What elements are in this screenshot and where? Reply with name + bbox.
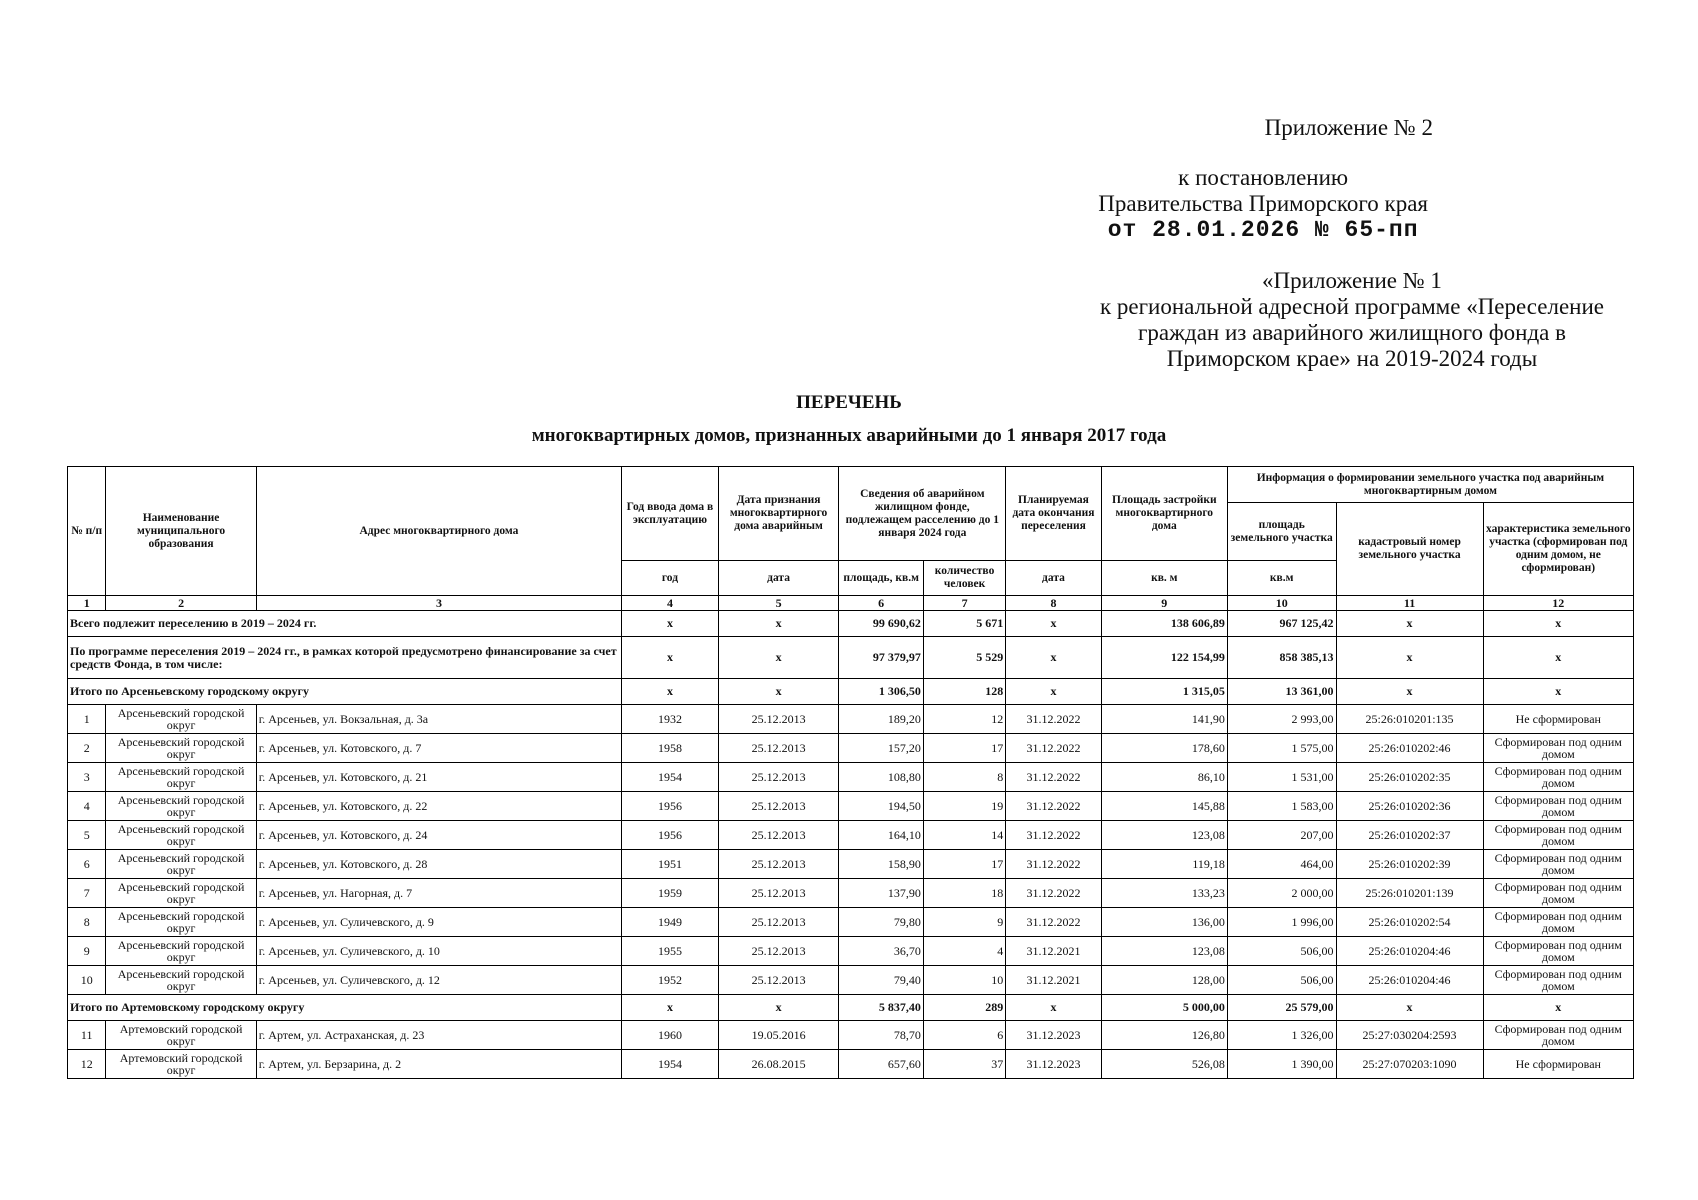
land-characteristic-cell: Сформирован под одним домом bbox=[1483, 879, 1633, 908]
address-cell: г. Арсеньев, ул. Нагорная, д. 7 bbox=[256, 879, 621, 908]
summary-cadastral: x bbox=[1336, 637, 1483, 679]
planned-date-cell: 31.12.2022 bbox=[1006, 792, 1101, 821]
table-row bbox=[68, 937, 1634, 966]
cadastral-number-cell: 25:26:010202:37 bbox=[1336, 821, 1483, 850]
summary-building-area: 5 000,00 bbox=[1101, 995, 1227, 1021]
table-row bbox=[68, 792, 1634, 821]
year-cell: 1956 bbox=[622, 821, 719, 850]
summary-people: 289 bbox=[923, 995, 1005, 1021]
summary-year: x bbox=[622, 679, 719, 705]
address-cell: г. Арсеньев, ул. Котовского, д. 22 bbox=[256, 792, 621, 821]
planned-date-cell: 31.12.2022 bbox=[1006, 850, 1101, 879]
land-characteristic-cell: Сформирован под одним домом bbox=[1483, 850, 1633, 879]
summary-cadastral: x bbox=[1336, 611, 1483, 637]
column-index: 1 bbox=[68, 596, 106, 611]
municipality-cell: Арсеньевский городской округ bbox=[106, 792, 256, 821]
summary-row bbox=[68, 679, 1634, 705]
summary-row bbox=[68, 611, 1634, 637]
row-number: 8 bbox=[68, 908, 106, 937]
land-area-cell: 1 390,00 bbox=[1227, 1050, 1336, 1079]
area-cell: 157,20 bbox=[839, 734, 923, 763]
address-cell: г. Арсеньев, ул. Суличевского, д. 12 bbox=[256, 966, 621, 995]
people-cell: 8 bbox=[923, 763, 1005, 792]
planned-date-cell: 31.12.2022 bbox=[1006, 879, 1101, 908]
year-cell: 1954 bbox=[622, 1050, 719, 1079]
address-cell: г. Артем, ул. Астраханская, д. 23 bbox=[256, 1021, 621, 1050]
decree-number: от 28.01.2026 № 65-пп bbox=[1107, 217, 1419, 243]
column-index: 12 bbox=[1483, 596, 1633, 611]
year-cell: 1952 bbox=[622, 966, 719, 995]
land-characteristic-cell: Сформирован под одним домом bbox=[1483, 763, 1633, 792]
unit-land-area: кв.м bbox=[1227, 561, 1336, 596]
year-cell: 1949 bbox=[622, 908, 719, 937]
summary-date: x bbox=[718, 995, 839, 1021]
area-cell: 189,20 bbox=[839, 705, 923, 734]
building-area-cell: 119,18 bbox=[1101, 850, 1227, 879]
unit-building-area: кв. м bbox=[1101, 561, 1227, 596]
summary-date: x bbox=[718, 679, 839, 705]
area-cell: 36,70 bbox=[839, 937, 923, 966]
area-cell: 657,60 bbox=[839, 1050, 923, 1079]
recognition-date-cell: 25.12.2013 bbox=[718, 850, 839, 879]
building-area-cell: 86,10 bbox=[1101, 763, 1227, 792]
prev-appendix-line2: к региональной адресной программе «Переселение bbox=[1099, 294, 1605, 319]
summary-cadastral: x bbox=[1336, 995, 1483, 1021]
municipality-cell: Арсеньевский городской округ bbox=[106, 908, 256, 937]
land-characteristic-cell: Не сформирован bbox=[1483, 1050, 1633, 1079]
land-area-cell: 1 326,00 bbox=[1227, 1021, 1336, 1050]
building-area-cell: 178,60 bbox=[1101, 734, 1227, 763]
municipality-cell: Артемовский городской округ bbox=[106, 1050, 256, 1079]
land-characteristic-cell: Сформирован под одним домом bbox=[1483, 908, 1633, 937]
summary-land-area: 967 125,42 bbox=[1227, 611, 1336, 637]
summary-planned-date: x bbox=[1006, 637, 1101, 679]
building-area-cell: 136,00 bbox=[1101, 908, 1227, 937]
land-area-cell: 207,00 bbox=[1227, 821, 1336, 850]
summary-building-area: 122 154,99 bbox=[1101, 637, 1227, 679]
header-building-area: Площадь застройки многоквартирного дома bbox=[1101, 467, 1227, 561]
column-index: 2 bbox=[106, 596, 256, 611]
municipality-cell: Арсеньевский городской округ bbox=[106, 879, 256, 908]
planned-date-cell: 31.12.2022 bbox=[1006, 734, 1101, 763]
column-index: 5 bbox=[718, 596, 839, 611]
summary-year: x bbox=[622, 611, 719, 637]
summary-land-char: x bbox=[1483, 995, 1633, 1021]
recognition-date-cell: 25.12.2013 bbox=[718, 792, 839, 821]
recognition-date-cell: 25.12.2013 bbox=[718, 879, 839, 908]
address-cell: г. Арсеньев, ул. Котовского, д. 7 bbox=[256, 734, 621, 763]
building-area-cell: 123,08 bbox=[1101, 937, 1227, 966]
people-cell: 17 bbox=[923, 850, 1005, 879]
cadastral-number-cell: 25:26:010204:46 bbox=[1336, 937, 1483, 966]
land-area-cell: 1 531,00 bbox=[1227, 763, 1336, 792]
land-area-cell: 1 996,00 bbox=[1227, 908, 1336, 937]
header-recognition-date: Дата признания многоквартирного дома аварийным bbox=[718, 467, 839, 561]
people-cell: 6 bbox=[923, 1021, 1005, 1050]
summary-row bbox=[68, 637, 1634, 679]
land-characteristic-cell: Сформирован под одним домом bbox=[1483, 792, 1633, 821]
table-row bbox=[68, 908, 1634, 937]
header-land-area: площадь земельного участка bbox=[1227, 503, 1336, 561]
year-cell: 1955 bbox=[622, 937, 719, 966]
row-number: 1 bbox=[68, 705, 106, 734]
address-cell: г. Арсеньев, ул. Вокзальная, д. 3а bbox=[256, 705, 621, 734]
people-cell: 4 bbox=[923, 937, 1005, 966]
year-cell: 1932 bbox=[622, 705, 719, 734]
column-index: 7 bbox=[923, 596, 1005, 611]
cadastral-number-cell: 25:26:010202:39 bbox=[1336, 850, 1483, 879]
people-cell: 10 bbox=[923, 966, 1005, 995]
address-cell: г. Арсеньев, ул. Котовского, д. 28 bbox=[256, 850, 621, 879]
building-area-cell: 123,08 bbox=[1101, 821, 1227, 850]
appendix-label: Приложение № 2 bbox=[1264, 115, 1433, 140]
people-cell: 19 bbox=[923, 792, 1005, 821]
summary-land-char: x bbox=[1483, 611, 1633, 637]
summary-land-char: x bbox=[1483, 637, 1633, 679]
cadastral-number-cell: 25:26:010202:35 bbox=[1336, 763, 1483, 792]
land-area-cell: 506,00 bbox=[1227, 966, 1336, 995]
land-area-cell: 506,00 bbox=[1227, 937, 1336, 966]
land-area-cell: 464,00 bbox=[1227, 850, 1336, 879]
planned-date-cell: 31.12.2023 bbox=[1006, 1021, 1101, 1050]
header-fund-info: Сведения об аварийном жилищном фонде, подлежащем расселению до 1 января 2024 года bbox=[839, 467, 1006, 561]
unit-year: год bbox=[622, 561, 719, 596]
table-row bbox=[68, 1050, 1634, 1079]
table-row bbox=[68, 850, 1634, 879]
area-cell: 137,90 bbox=[839, 879, 923, 908]
building-area-cell: 145,88 bbox=[1101, 792, 1227, 821]
cadastral-number-cell: 25:26:010202:54 bbox=[1336, 908, 1483, 937]
year-cell: 1951 bbox=[622, 850, 719, 879]
planned-date-cell: 31.12.2021 bbox=[1006, 937, 1101, 966]
summary-row bbox=[68, 995, 1634, 1021]
recognition-date-cell: 25.12.2013 bbox=[718, 821, 839, 850]
land-characteristic-cell: Сформирован под одним домом bbox=[1483, 1021, 1633, 1050]
header-municipality: Наименование муниципального образования bbox=[106, 467, 256, 596]
header-address: Адрес многоквартирного дома bbox=[256, 467, 621, 596]
recognition-date-cell: 25.12.2013 bbox=[718, 937, 839, 966]
column-index: 10 bbox=[1227, 596, 1336, 611]
cadastral-number-cell: 25:27:030204:2593 bbox=[1336, 1021, 1483, 1050]
column-index-row bbox=[68, 596, 1634, 611]
cadastral-number-cell: 25:26:010201:139 bbox=[1336, 879, 1483, 908]
header-year: Год ввода дома в эксплуатацию bbox=[622, 467, 719, 561]
houses-table bbox=[67, 466, 1634, 1079]
summary-people: 128 bbox=[923, 679, 1005, 705]
people-cell: 14 bbox=[923, 821, 1005, 850]
building-area-cell: 526,08 bbox=[1101, 1050, 1227, 1079]
area-cell: 164,10 bbox=[839, 821, 923, 850]
land-area-cell: 2 000,00 bbox=[1227, 879, 1336, 908]
summary-land-area: 25 579,00 bbox=[1227, 995, 1336, 1021]
row-number: 7 bbox=[68, 879, 106, 908]
address-cell: г. Арсеньев, ул. Суличевского, д. 9 bbox=[256, 908, 621, 937]
prev-appendix-line1: «Приложение № 1 bbox=[1262, 268, 1442, 293]
people-cell: 37 bbox=[923, 1050, 1005, 1079]
cadastral-number-cell: 25:27:070203:1090 bbox=[1336, 1050, 1483, 1079]
header-land-info: Информация о формировании земельного участка под аварийным многоквартирным домом bbox=[1227, 467, 1633, 503]
people-cell: 18 bbox=[923, 879, 1005, 908]
planned-date-cell: 31.12.2023 bbox=[1006, 1050, 1101, 1079]
building-area-cell: 126,80 bbox=[1101, 1021, 1227, 1050]
table-row bbox=[68, 763, 1634, 792]
column-index: 11 bbox=[1336, 596, 1483, 611]
list-subtitle: многоквартирных домов, признанных аварийными до 1 января 2017 года bbox=[531, 425, 1167, 446]
previous-appendix-reference bbox=[1072, 268, 1632, 372]
decree-reference bbox=[1098, 165, 1428, 243]
decree-reference-line1: к постановлению bbox=[1178, 165, 1349, 190]
table-body bbox=[68, 596, 1634, 1079]
building-area-cell: 141,90 bbox=[1101, 705, 1227, 734]
header-planned-date: Планируемая дата окончания переселения bbox=[1006, 467, 1101, 561]
area-cell: 79,80 bbox=[839, 908, 923, 937]
area-cell: 79,40 bbox=[839, 966, 923, 995]
land-characteristic-cell: Сформирован под одним домом bbox=[1483, 821, 1633, 850]
recognition-date-cell: 26.08.2015 bbox=[718, 1050, 839, 1079]
row-number: 6 bbox=[68, 850, 106, 879]
summary-label: Итого по Артемовскому городскому округу bbox=[68, 995, 622, 1021]
municipality-cell: Арсеньевский городской округ bbox=[106, 821, 256, 850]
column-index: 6 bbox=[839, 596, 923, 611]
land-characteristic-cell: Сформирован под одним домом bbox=[1483, 966, 1633, 995]
row-number: 3 bbox=[68, 763, 106, 792]
recognition-date-cell: 25.12.2013 bbox=[718, 705, 839, 734]
row-number: 9 bbox=[68, 937, 106, 966]
recognition-date-cell: 25.12.2013 bbox=[718, 966, 839, 995]
area-cell: 78,70 bbox=[839, 1021, 923, 1050]
land-area-cell: 1 575,00 bbox=[1227, 734, 1336, 763]
summary-land-char: x bbox=[1483, 679, 1633, 705]
table-row bbox=[68, 1021, 1634, 1050]
planned-date-cell: 31.12.2022 bbox=[1006, 821, 1101, 850]
summary-label: По программе переселения 2019 – 2024 гг., в рамках которой предусмотрено финансирование за счет средств Фонда, в том числе: bbox=[68, 637, 622, 679]
summary-land-area: 858 385,13 bbox=[1227, 637, 1336, 679]
recognition-date-cell: 19.05.2016 bbox=[718, 1021, 839, 1050]
table-row bbox=[68, 879, 1634, 908]
table-row bbox=[68, 821, 1634, 850]
summary-area: 99 690,62 bbox=[839, 611, 923, 637]
municipality-cell: Арсеньевский городской округ bbox=[106, 705, 256, 734]
summary-land-area: 13 361,00 bbox=[1227, 679, 1336, 705]
year-cell: 1958 bbox=[622, 734, 719, 763]
column-index: 4 bbox=[622, 596, 719, 611]
table-row bbox=[68, 734, 1634, 763]
summary-area: 1 306,50 bbox=[839, 679, 923, 705]
list-title: ПЕРЕЧЕНЬ bbox=[796, 392, 902, 413]
summary-planned-date: x bbox=[1006, 995, 1101, 1021]
area-cell: 194,50 bbox=[839, 792, 923, 821]
summary-year: x bbox=[622, 637, 719, 679]
land-area-cell: 2 993,00 bbox=[1227, 705, 1336, 734]
summary-area: 5 837,40 bbox=[839, 995, 923, 1021]
summary-building-area: 138 606,89 bbox=[1101, 611, 1227, 637]
summary-people: 5 671 bbox=[923, 611, 1005, 637]
municipality-cell: Арсеньевский городской округ bbox=[106, 937, 256, 966]
column-index: 3 bbox=[256, 596, 621, 611]
summary-cadastral: x bbox=[1336, 679, 1483, 705]
land-characteristic-cell: Не сформирован bbox=[1483, 705, 1633, 734]
header-num: № п/п bbox=[68, 467, 106, 596]
year-cell: 1956 bbox=[622, 792, 719, 821]
prev-appendix-line3: граждан из аварийного жилищного фонда в bbox=[1137, 320, 1566, 345]
people-cell: 12 bbox=[923, 705, 1005, 734]
decree-reference-line2: Правительства Приморского края bbox=[1098, 191, 1428, 216]
table-row bbox=[68, 966, 1634, 995]
planned-date-cell: 31.12.2022 bbox=[1006, 763, 1101, 792]
building-area-cell: 128,00 bbox=[1101, 966, 1227, 995]
year-cell: 1954 bbox=[622, 763, 719, 792]
planned-date-cell: 31.12.2022 bbox=[1006, 705, 1101, 734]
land-characteristic-cell: Сформирован под одним домом bbox=[1483, 734, 1633, 763]
cadastral-number-cell: 25:26:010202:46 bbox=[1336, 734, 1483, 763]
summary-building-area: 1 315,05 bbox=[1101, 679, 1227, 705]
building-area-cell: 133,23 bbox=[1101, 879, 1227, 908]
people-cell: 17 bbox=[923, 734, 1005, 763]
planned-date-cell: 31.12.2021 bbox=[1006, 966, 1101, 995]
row-number: 11 bbox=[68, 1021, 106, 1050]
unit-planned-date: дата bbox=[1006, 561, 1101, 596]
row-number: 4 bbox=[68, 792, 106, 821]
cadastral-number-cell: 25:26:010204:46 bbox=[1336, 966, 1483, 995]
summary-label: Всего подлежит переселению в 2019 – 2024 гг. bbox=[68, 611, 622, 637]
municipality-cell: Арсеньевский городской округ bbox=[106, 763, 256, 792]
summary-planned-date: x bbox=[1006, 679, 1101, 705]
cadastral-number-cell: 25:26:010202:36 bbox=[1336, 792, 1483, 821]
area-cell: 158,90 bbox=[839, 850, 923, 879]
unit-people: количество человек bbox=[923, 561, 1005, 596]
header-cadastral: кадастровый номер земельного участка bbox=[1336, 503, 1483, 596]
area-cell: 108,80 bbox=[839, 763, 923, 792]
column-index: 8 bbox=[1006, 596, 1101, 611]
people-cell: 9 bbox=[923, 908, 1005, 937]
row-number: 5 bbox=[68, 821, 106, 850]
recognition-date-cell: 25.12.2013 bbox=[718, 908, 839, 937]
year-cell: 1959 bbox=[622, 879, 719, 908]
unit-date: дата bbox=[718, 561, 839, 596]
header-land-char: характеристика земельного участка (сформирован под одним домом, не сформирован) bbox=[1483, 503, 1633, 596]
address-cell: г. Арсеньев, ул. Котовского, д. 24 bbox=[256, 821, 621, 850]
row-number: 2 bbox=[68, 734, 106, 763]
summary-people: 5 529 bbox=[923, 637, 1005, 679]
recognition-date-cell: 25.12.2013 bbox=[718, 734, 839, 763]
summary-date: x bbox=[718, 611, 839, 637]
address-cell: г. Арсеньев, ул. Котовского, д. 21 bbox=[256, 763, 621, 792]
summary-label: Итого по Арсеньевскому городскому округу bbox=[68, 679, 622, 705]
column-index: 9 bbox=[1101, 596, 1227, 611]
table-row bbox=[68, 705, 1634, 734]
unit-area: площадь, кв.м bbox=[839, 561, 923, 596]
summary-planned-date: x bbox=[1006, 611, 1101, 637]
address-cell: г. Артем, ул. Берзарина, д. 2 bbox=[256, 1050, 621, 1079]
row-number: 10 bbox=[68, 966, 106, 995]
municipality-cell: Арсеньевский городской округ bbox=[106, 734, 256, 763]
planned-date-cell: 31.12.2022 bbox=[1006, 908, 1101, 937]
summary-year: x bbox=[622, 995, 719, 1021]
municipality-cell: Арсеньевский городской округ bbox=[106, 966, 256, 995]
address-cell: г. Арсеньев, ул. Суличевского, д. 10 bbox=[256, 937, 621, 966]
municipality-cell: Арсеньевский городской округ bbox=[106, 850, 256, 879]
row-number: 12 bbox=[68, 1050, 106, 1079]
land-characteristic-cell: Сформирован под одним домом bbox=[1483, 937, 1633, 966]
land-area-cell: 1 583,00 bbox=[1227, 792, 1336, 821]
table-header bbox=[68, 467, 1634, 596]
summary-area: 97 379,97 bbox=[839, 637, 923, 679]
summary-date: x bbox=[718, 637, 839, 679]
recognition-date-cell: 25.12.2013 bbox=[718, 763, 839, 792]
municipality-cell: Артемовский городской округ bbox=[106, 1021, 256, 1050]
year-cell: 1960 bbox=[622, 1021, 719, 1050]
prev-appendix-line4: Приморском крае» на 2019-2024 годы bbox=[1166, 346, 1538, 371]
cadastral-number-cell: 25:26:010201:135 bbox=[1336, 705, 1483, 734]
